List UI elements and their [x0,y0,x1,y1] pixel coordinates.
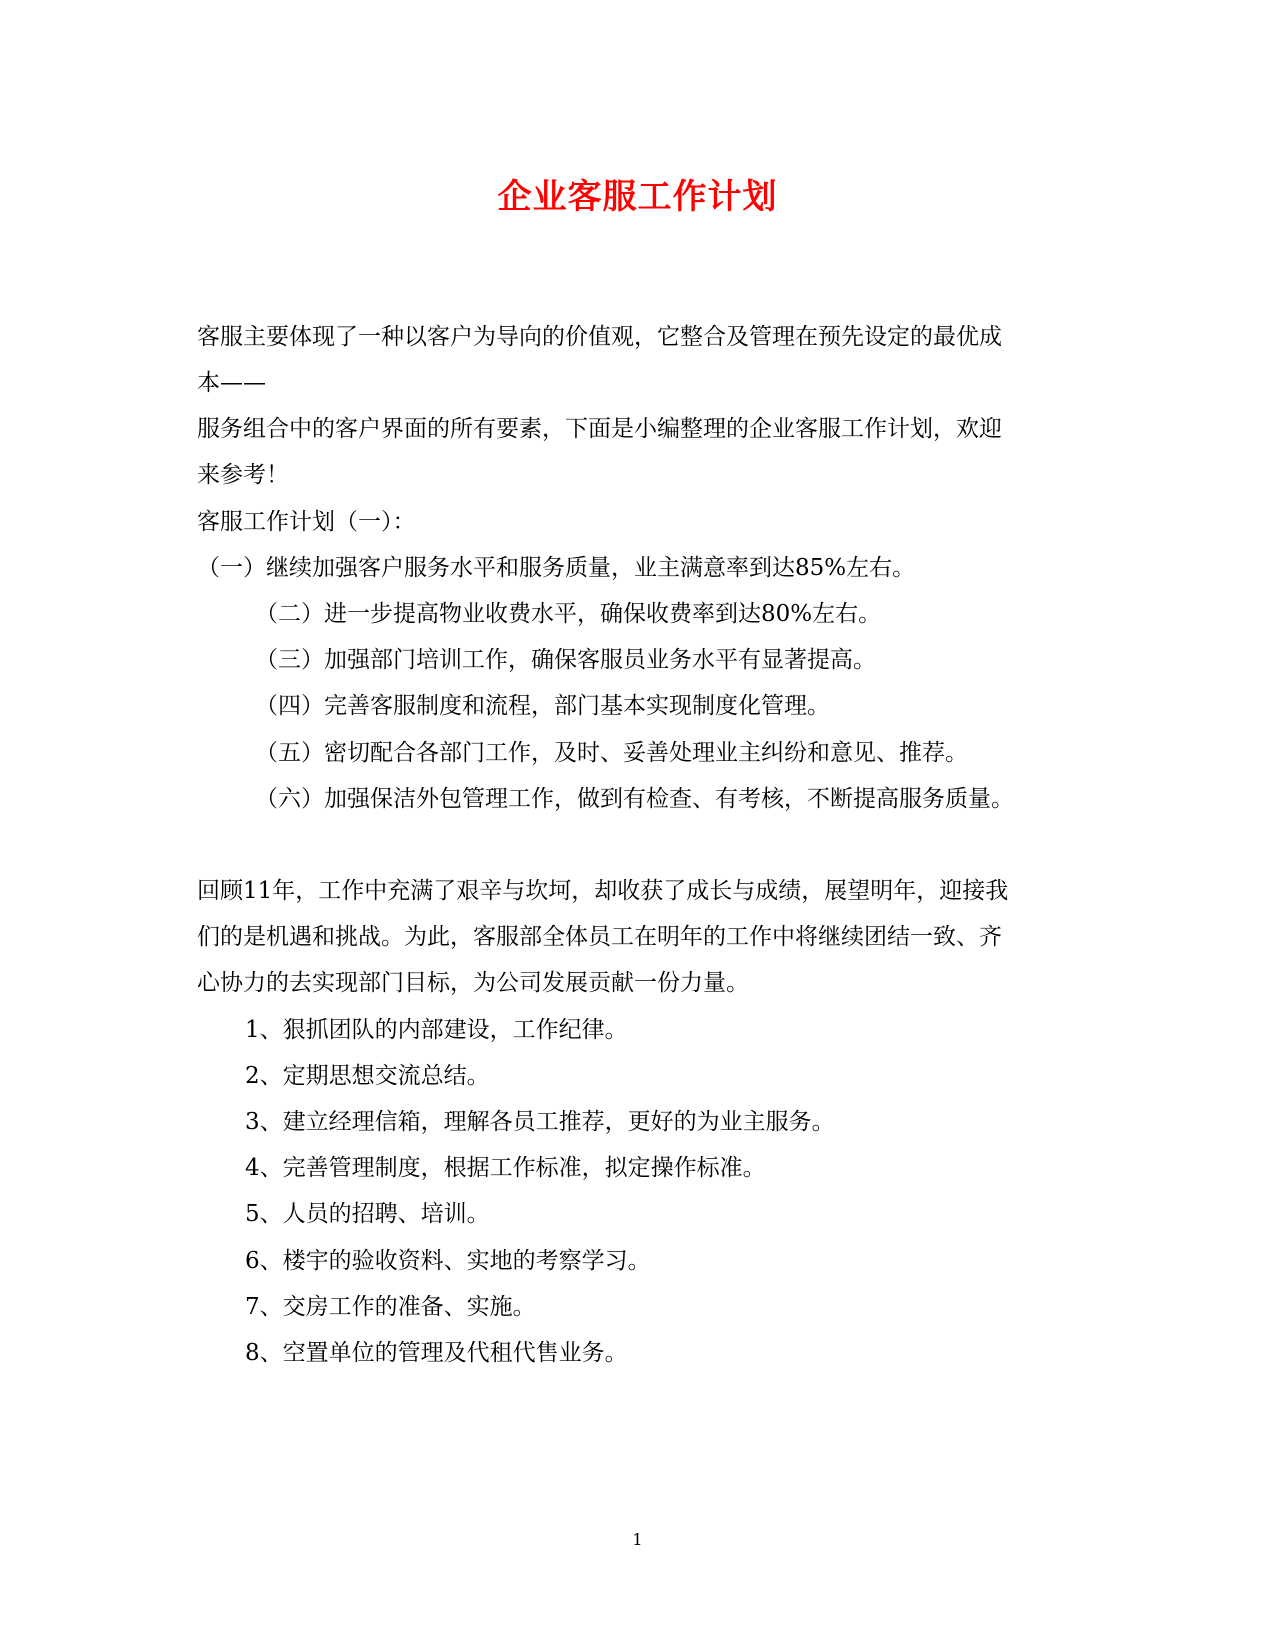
numbered-item: 6、楼宇的验收资料、实地的考察学习。 [245,1248,651,1274]
review-line: 回顾11年，工作中充满了艰辛与坎坷，却收获了成长与成绩，展望明年，迎接我 [197,878,1009,904]
intro-line: 来参考！ [197,462,289,488]
numbered-item: 1、狠抓团队的内部建设，工作纪律。 [245,1017,628,1043]
numbered-item: 7、交房工作的准备、实施。 [245,1294,536,1320]
page-number: 1 [632,1530,643,1549]
numbered-item: 2、定期思想交流总结。 [245,1063,490,1089]
document-title: 企业客服工作计划 [497,177,778,217]
numbered-item: 3、建立经理信箱，理解各员工推荐，更好的为业主服务。 [245,1109,835,1135]
review-line: 心协力的去实现部门目标，为公司发展贡献一份力量。 [197,970,749,996]
section-heading: 客服工作计划（一）： [197,509,416,535]
plan-item: （六）加强保洁外包管理工作，做到有检查、有考核，不断提高服务质量。 [255,786,1014,812]
intro-line: 客服主要体现了一种以客户为导向的价值观，它整合及管理在预先设定的最优成 [197,324,1002,350]
plan-item: （三）加强部门培训工作，确保客服员业务水平有显著提高。 [255,647,876,673]
intro-line: 本—— [197,370,266,396]
plan-item: （四）完善客服制度和流程，部门基本实现制度化管理。 [255,693,830,719]
review-line: 们的是机遇和挑战。为此，客服部全体员工在明年的工作中将继续团结一致、齐 [197,924,1002,950]
numbered-item: 8、空置单位的管理及代租代售业务。 [245,1340,628,1366]
numbered-item: 4、完善管理制度，根据工作标准，拟定操作标准。 [245,1155,766,1181]
plan-item: （五）密切配合各部门工作，及时、妥善处理业主纠纷和意见、推荐。 [255,740,968,766]
numbered-item: 5、人员的招聘、培训。 [245,1201,490,1227]
intro-line: 服务组合中的客户界面的所有要素，下面是小编整理的企业客服工作计划，欢迎 [197,416,1002,442]
plan-item: （一）继续加强客户服务水平和服务质量，业主满意率到达85%左右。 [197,555,916,581]
plan-item: （二）进一步提高物业收费水平，确保收费率到达80%左右。 [255,601,882,627]
